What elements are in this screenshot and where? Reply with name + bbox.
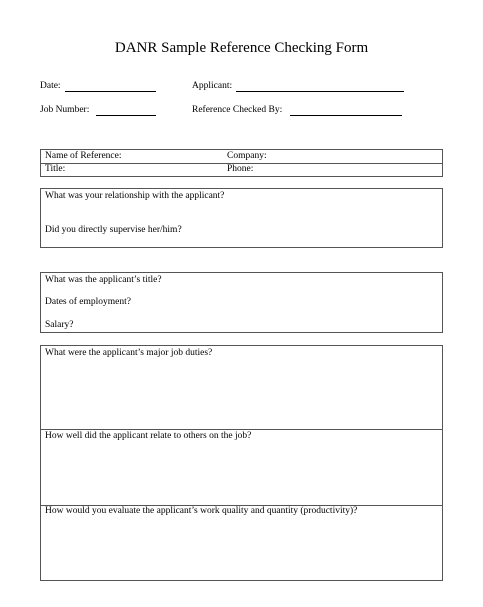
reference-info-box [40, 149, 443, 177]
supervise-question: Did you directly supervise her/him? [45, 225, 182, 235]
reference-checked-by-field[interactable] [290, 115, 402, 116]
relationship-box[interactable] [40, 188, 443, 248]
reference-company-label: Company: [227, 151, 267, 161]
reference-checked-by-label: Reference Checked By: [192, 105, 283, 115]
dates-of-employment-question: Dates of employment? [45, 297, 132, 307]
work-quality-question: How would you evaluate the applicant’s work quality and quantity (productivity)? [45, 506, 358, 516]
reference-phone-label: Phone: [227, 164, 254, 174]
date-label: Date: [40, 81, 61, 91]
form-title: DANR Sample Reference Checking Form [114, 40, 369, 56]
reference-title-label: Title: [45, 164, 66, 174]
relate-to-others-question: How well did the applicant relate to others on the job? [45, 431, 252, 441]
applicant-field[interactable] [236, 91, 404, 92]
date-field[interactable] [65, 91, 156, 92]
employment-box[interactable] [40, 272, 443, 333]
job-number-label: Job Number: [40, 105, 90, 115]
job-duties-question: What were the applicant’s major job duties? [45, 348, 213, 358]
relationship-question: What was your relationship with the applicant? [45, 191, 225, 201]
job-number-field[interactable] [96, 115, 156, 116]
reference-name-label: Name of Reference: [45, 151, 122, 161]
evaluation-divider-1 [41, 429, 442, 430]
salary-question: Salary? [45, 320, 74, 330]
applicant-title-question: What was the applicant’s title? [45, 275, 162, 285]
applicant-label: Applicant: [192, 81, 233, 91]
evaluation-box [40, 345, 443, 581]
